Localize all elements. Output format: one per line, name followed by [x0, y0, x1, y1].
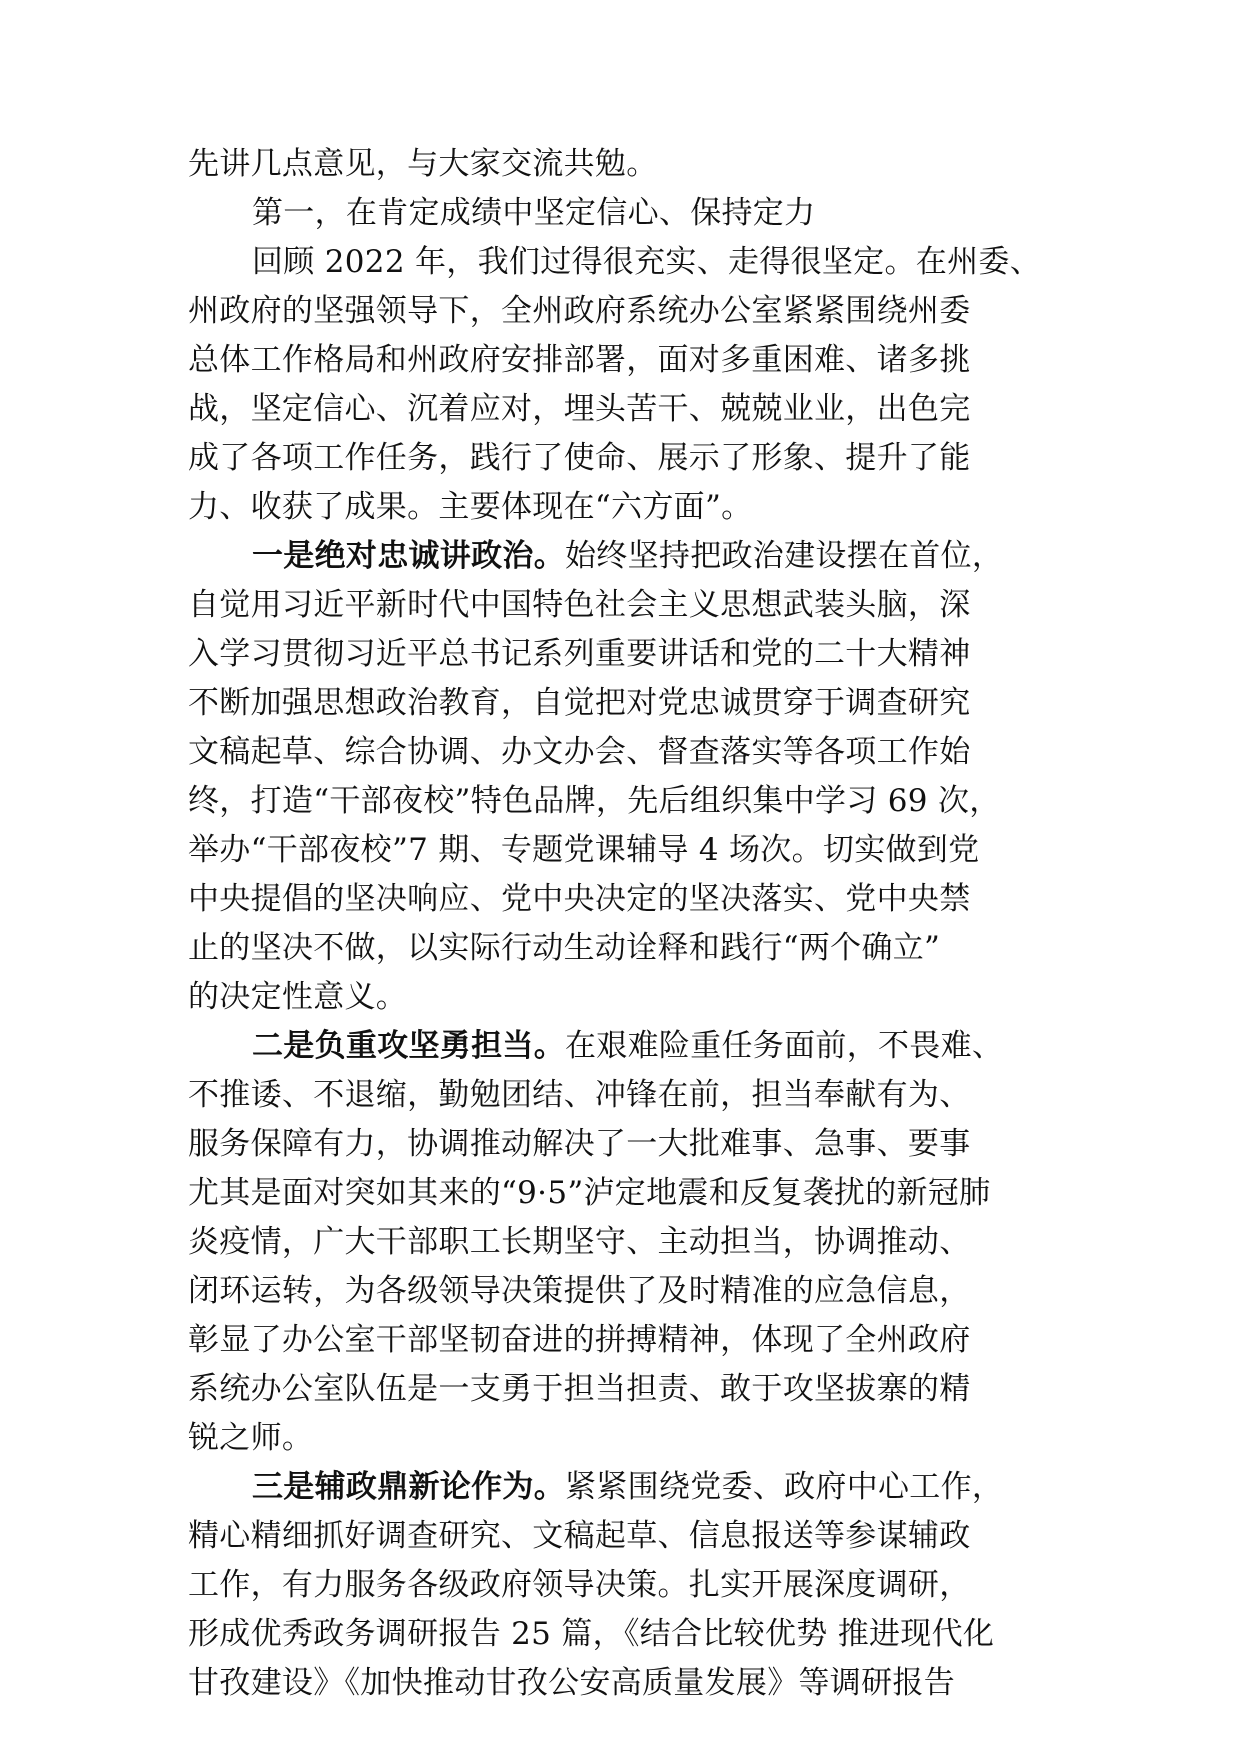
line-text: 成了各项工作任务，践行了使命、展示了形象、提升了能 — [188, 440, 971, 476]
text-line-12 — [188, 679, 1088, 728]
line-text: 甘孜建设》《加快推动甘孜公安高质量发展》等调研报告 — [188, 1665, 955, 1701]
line-text: 工作，有力服务各级政府领导决策。扎实开展深度调研， — [188, 1567, 971, 1603]
line-text: 自觉用习近平新时代中国特色社会主义思想武装头脑，深 — [188, 587, 971, 623]
text-line-3 — [188, 238, 1088, 287]
text-line-27 — [188, 1414, 1088, 1463]
text-line-25 — [188, 1316, 1088, 1365]
text-line-6 — [188, 385, 1088, 434]
line-text: 总体工作格局和州政府安排部署，面对多重困难、诸多挑 — [188, 342, 971, 378]
text-line-30 — [188, 1561, 1088, 1610]
line-text: 回顾 2022 年，我们过得很充实、走得很坚定。在州委、 — [252, 244, 1041, 280]
text-line-10 — [188, 581, 1088, 630]
line-text: 战，坚定信心、沉着应对，埋头苦干、兢兢业业，出色完 — [188, 391, 971, 427]
text-line-20 — [188, 1071, 1088, 1120]
text-line-13 — [188, 728, 1088, 777]
text-line-4 — [188, 287, 1088, 336]
line-text: 形成优秀政务调研报告 25 篇，《结合比较优势 推进现代化 — [188, 1616, 995, 1652]
heading-lead: 第一， — [252, 195, 346, 231]
text-line-1 — [188, 140, 1088, 189]
line-text: 止的坚决不做，以实际行动生动诠释和践行“两个确立” — [188, 930, 941, 966]
line-text: 不推诿、不退缩，勤勉团结、冲锋在前，担当奉献有为、 — [188, 1077, 971, 1113]
line-text: 精心精细抓好调查研究、文稿起草、信息报送等参谋辅政 — [188, 1518, 971, 1554]
text-line-31 — [188, 1610, 1088, 1659]
text-line-26 — [188, 1365, 1088, 1414]
line-text: 中央提倡的坚决响应、党中央决定的坚决落实、党中央禁 — [188, 881, 971, 917]
document-body — [188, 140, 1088, 1708]
line-text: 力、收获了成果。主要体现在“六方面”。 — [188, 489, 753, 525]
section-heading-first — [188, 189, 1088, 238]
line-text: 文稿起草、综合协调、办文办会、督查落实等各项工作始 — [188, 734, 971, 770]
text-line-22 — [188, 1169, 1088, 1218]
point-three-line — [188, 1463, 1088, 1512]
line-text: 不断加强思想政治教育，自觉把对党忠诚贯穿于调查研究 — [188, 685, 971, 721]
line-text: 入学习贯彻习近平总书记系列重要讲话和党的二十大精神 — [188, 636, 971, 672]
heading-text: 在肯定成绩中坚定信心、保持定力 — [345, 195, 816, 231]
line-text: 的决定性意义。 — [188, 979, 408, 1015]
line-text: 服务保障有力，协调推动解决了一大批难事、急事、要事 — [188, 1126, 971, 1162]
point-three-title: 三是辅政鼎新论作为。 — [252, 1469, 565, 1505]
line-text: 锐之师。 — [188, 1420, 314, 1456]
line-text: 先讲几点意见，与大家交流共勉。 — [188, 146, 658, 182]
line-text: 彰显了办公室干部坚韧奋进的拼搏精神，体现了全州政府 — [188, 1322, 971, 1358]
line-text: 炎疫情，广大干部职工长期坚守、主动担当，协调推动、 — [188, 1224, 971, 1260]
line-text: 举办“干部夜校”7 期、专题党课辅导 4 场次。切实做到党 — [188, 832, 980, 868]
text-line-18 — [188, 973, 1088, 1022]
text-line-21 — [188, 1120, 1088, 1169]
line-text: 终，打造“干部夜校”特色品牌，先后组织集中学习 69 次， — [188, 783, 1001, 819]
line-text: 在艰难险重任务面前，不畏难、 — [565, 1028, 1004, 1064]
point-one-line — [188, 532, 1088, 581]
line-text: 闭环运转，为各级领导决策提供了及时精准的应急信息， — [188, 1273, 971, 1309]
text-line-15 — [188, 826, 1088, 875]
text-line-29 — [188, 1512, 1088, 1561]
line-text: 系统办公室队伍是一支勇于担当担责、敢于攻坚拔寨的精 — [188, 1371, 971, 1407]
text-line-5 — [188, 336, 1088, 385]
point-two-line — [188, 1022, 1088, 1071]
text-line-32 — [188, 1659, 1088, 1708]
line-text: 紧紧围绕党委、政府中心工作， — [565, 1469, 1004, 1505]
text-line-8 — [188, 483, 1088, 532]
line-text: 州政府的坚强领导下，全州政府系统办公室紧紧围绕州委 — [188, 293, 971, 329]
text-line-16 — [188, 875, 1088, 924]
point-two-title: 二是负重攻坚勇担当。 — [252, 1028, 565, 1064]
line-text: 尤其是面对突如其来的“9·5”泸定地震和反复袭扰的新冠肺 — [188, 1175, 991, 1211]
text-line-7 — [188, 434, 1088, 483]
text-line-24 — [188, 1267, 1088, 1316]
text-line-11 — [188, 630, 1088, 679]
line-text: 始终坚持把政治建设摆在首位， — [565, 538, 1004, 574]
text-line-14 — [188, 777, 1088, 826]
text-line-17 — [188, 924, 1088, 973]
point-one-title: 一是绝对忠诚讲政治。 — [252, 538, 565, 574]
text-line-23 — [188, 1218, 1088, 1267]
